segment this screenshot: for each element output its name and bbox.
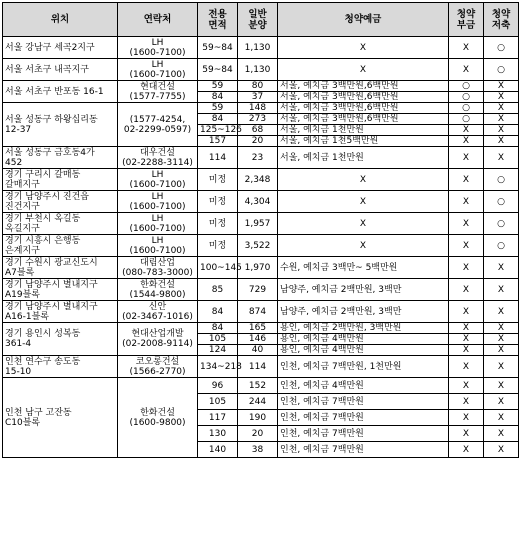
cell-location: 경기 부천시 옥길동 옥길지구 bbox=[3, 213, 118, 235]
cell-area: 105 bbox=[198, 334, 238, 345]
cell-deposit: 남양주, 예치금 2백만원, 3백만 bbox=[278, 301, 449, 323]
cell-supply: 114 bbox=[238, 356, 278, 378]
cell-location: 서울 강남구 세곡2지구 bbox=[3, 37, 118, 59]
cell-savings: X bbox=[484, 136, 519, 147]
table-row bbox=[3, 279, 519, 301]
cell-area: 125~126 bbox=[198, 125, 238, 136]
cell-savings: X bbox=[484, 114, 519, 125]
cell-savings: X bbox=[484, 81, 519, 92]
cell-savings: ○ bbox=[484, 59, 519, 81]
cell-contact: 한화건설 (1544-9800) bbox=[118, 279, 198, 301]
subscription-table bbox=[2, 2, 519, 458]
cell-contact: LH (1600-7100) bbox=[118, 37, 198, 59]
cell-area: 105 bbox=[198, 394, 238, 410]
cell-supply: 874 bbox=[238, 301, 278, 323]
cell-savings: X bbox=[484, 257, 519, 279]
cell-location: 서울 성동구 하왕십리동 12-37 bbox=[3, 103, 118, 147]
table-row bbox=[3, 213, 519, 235]
cell-installment: X bbox=[449, 125, 484, 136]
cell-area: 59 bbox=[198, 103, 238, 114]
cell-deposit: 인천, 예치금 7백만원 bbox=[278, 410, 449, 426]
cell-installment: X bbox=[449, 378, 484, 394]
cell-supply: 1,970 bbox=[238, 257, 278, 279]
cell-supply: 20 bbox=[238, 426, 278, 442]
col-header-location: 위치 bbox=[3, 3, 118, 37]
cell-supply: 1,957 bbox=[238, 213, 278, 235]
cell-location: 서울 서초구 내곡지구 bbox=[3, 59, 118, 81]
col-header-deposit: 청약예금 bbox=[278, 3, 449, 37]
cell-deposit: 인천, 예치금 7백만원 bbox=[278, 394, 449, 410]
cell-installment: ○ bbox=[449, 81, 484, 92]
cell-deposit: X bbox=[278, 59, 449, 81]
cell-contact: 신안 (02-3467-1016) bbox=[118, 301, 198, 323]
cell-savings: X bbox=[484, 103, 519, 114]
cell-deposit: 인천, 예치금 7백만원 bbox=[278, 442, 449, 458]
cell-deposit: 용인, 예치금 2백만원, 3백만원 bbox=[278, 323, 449, 334]
cell-area: 84 bbox=[198, 114, 238, 125]
cell-location: 경기 남양주시 별내지구 A16-1블록 bbox=[3, 301, 118, 323]
cell-area: 미정 bbox=[198, 169, 238, 191]
cell-deposit: 인천, 예치금 4백만원 bbox=[278, 378, 449, 394]
cell-supply: 80 bbox=[238, 81, 278, 92]
cell-deposit: 용인, 예치금 4백만원 bbox=[278, 334, 449, 345]
cell-area: 124 bbox=[198, 345, 238, 356]
cell-savings: ○ bbox=[484, 37, 519, 59]
cell-savings: X bbox=[484, 301, 519, 323]
cell-installment: X bbox=[449, 257, 484, 279]
table-row bbox=[3, 235, 519, 257]
cell-installment: X bbox=[449, 37, 484, 59]
cell-installment: ○ bbox=[449, 92, 484, 103]
cell-savings: X bbox=[484, 345, 519, 356]
cell-area: 84 bbox=[198, 323, 238, 334]
cell-deposit: X bbox=[278, 37, 449, 59]
table-row bbox=[3, 191, 519, 213]
cell-savings: X bbox=[484, 279, 519, 301]
cell-deposit: X bbox=[278, 191, 449, 213]
cell-location: 인천 남구 고잔동 C10블록 bbox=[3, 378, 118, 458]
col-header-installment: 청약 부금 bbox=[449, 3, 484, 37]
cell-savings: X bbox=[484, 410, 519, 426]
cell-installment: ○ bbox=[449, 114, 484, 125]
cell-installment: X bbox=[449, 169, 484, 191]
cell-savings: X bbox=[484, 323, 519, 334]
cell-location: 서울 서초구 반포동 16-1 bbox=[3, 81, 118, 103]
cell-deposit: 서울, 예치금 3백만원,6백만원 bbox=[278, 103, 449, 114]
cell-installment: X bbox=[449, 136, 484, 147]
cell-deposit: 서울, 예치금 1천5백만원 bbox=[278, 136, 449, 147]
cell-area: 117 bbox=[198, 410, 238, 426]
cell-supply: 146 bbox=[238, 334, 278, 345]
col-header-savings: 청약 저축 bbox=[484, 3, 519, 37]
cell-area: 96 bbox=[198, 378, 238, 394]
cell-contact: 코오롱건설 (1566-2770) bbox=[118, 356, 198, 378]
cell-contact: LH (1600-7100) bbox=[118, 213, 198, 235]
cell-supply: 165 bbox=[238, 323, 278, 334]
cell-supply: 190 bbox=[238, 410, 278, 426]
cell-supply: 1,130 bbox=[238, 59, 278, 81]
cell-savings: X bbox=[484, 92, 519, 103]
cell-supply: 273 bbox=[238, 114, 278, 125]
cell-savings: ○ bbox=[484, 191, 519, 213]
cell-deposit: X bbox=[278, 235, 449, 257]
cell-contact: 대림산업 (080-783-3000) bbox=[118, 257, 198, 279]
cell-installment: X bbox=[449, 442, 484, 458]
cell-supply: 4,304 bbox=[238, 191, 278, 213]
cell-installment: X bbox=[449, 345, 484, 356]
cell-savings: ○ bbox=[484, 213, 519, 235]
cell-supply: 1,130 bbox=[238, 37, 278, 59]
cell-installment: X bbox=[449, 426, 484, 442]
cell-deposit: 서울, 예치금 3백만원,6백만원 bbox=[278, 92, 449, 103]
cell-contact: LH (1600-7100) bbox=[118, 235, 198, 257]
cell-supply: 23 bbox=[238, 147, 278, 169]
col-header-supply: 일반 분양 bbox=[238, 3, 278, 37]
col-header-area: 전용 면적 bbox=[198, 3, 238, 37]
cell-supply: 148 bbox=[238, 103, 278, 114]
cell-area: 84 bbox=[198, 92, 238, 103]
cell-savings: X bbox=[484, 147, 519, 169]
cell-installment: X bbox=[449, 59, 484, 81]
cell-location: 경기 구리시 갈매동 갈매지구 bbox=[3, 169, 118, 191]
table-row bbox=[3, 356, 519, 378]
cell-area: 59 bbox=[198, 81, 238, 92]
cell-supply: 152 bbox=[238, 378, 278, 394]
cell-area: 84 bbox=[198, 301, 238, 323]
cell-supply: 2,348 bbox=[238, 169, 278, 191]
cell-supply: 3,522 bbox=[238, 235, 278, 257]
cell-contact: (1577-4254, 02-2299-0597) bbox=[118, 103, 198, 147]
cell-installment: X bbox=[449, 279, 484, 301]
cell-savings: X bbox=[484, 356, 519, 378]
cell-installment: X bbox=[449, 191, 484, 213]
cell-location: 인천 연수구 송도동 15-10 bbox=[3, 356, 118, 378]
cell-area: 미정 bbox=[198, 235, 238, 257]
cell-deposit: 서울, 예치금 3백만원,6백만원 bbox=[278, 81, 449, 92]
cell-deposit: 서울, 예치금 3백만원,6백만원 bbox=[278, 114, 449, 125]
cell-contact: 현대산업개발 (02-2008-9114) bbox=[118, 323, 198, 356]
cell-supply: 244 bbox=[238, 394, 278, 410]
cell-supply: 38 bbox=[238, 442, 278, 458]
cell-savings: ○ bbox=[484, 235, 519, 257]
cell-deposit: 용인, 예치금 4백만원 bbox=[278, 345, 449, 356]
cell-savings: X bbox=[484, 334, 519, 345]
cell-deposit: X bbox=[278, 169, 449, 191]
cell-area: 85 bbox=[198, 279, 238, 301]
cell-area: 미정 bbox=[198, 213, 238, 235]
cell-supply: 20 bbox=[238, 136, 278, 147]
cell-deposit: 남양주, 예치금 2백만원, 3백만 bbox=[278, 279, 449, 301]
cell-installment: X bbox=[449, 147, 484, 169]
cell-area: 157 bbox=[198, 136, 238, 147]
cell-supply: 729 bbox=[238, 279, 278, 301]
cell-contact: LH (1600-7100) bbox=[118, 59, 198, 81]
cell-deposit: 인천, 예치금 7백만원 bbox=[278, 426, 449, 442]
cell-location: 경기 용인시 성복동 361-4 bbox=[3, 323, 118, 356]
cell-installment: X bbox=[449, 301, 484, 323]
cell-contact: 현대건설 (1577-7755) bbox=[118, 81, 198, 103]
cell-deposit: 인천, 예치금 7백만원, 1천만원 bbox=[278, 356, 449, 378]
cell-area: 59~84 bbox=[198, 37, 238, 59]
cell-savings: ○ bbox=[484, 169, 519, 191]
cell-area: 59~84 bbox=[198, 59, 238, 81]
cell-area: 130 bbox=[198, 426, 238, 442]
cell-deposit: 서울, 예치금 1천만원 bbox=[278, 125, 449, 136]
cell-installment: X bbox=[449, 235, 484, 257]
table-row bbox=[3, 81, 519, 92]
table-row bbox=[3, 37, 519, 59]
table-row bbox=[3, 103, 519, 114]
cell-area: 114 bbox=[198, 147, 238, 169]
table-row bbox=[3, 257, 519, 279]
cell-location: 경기 남양주시 진건읍 진건지구 bbox=[3, 191, 118, 213]
cell-installment: X bbox=[449, 323, 484, 334]
cell-installment: X bbox=[449, 410, 484, 426]
table-row bbox=[3, 323, 519, 334]
cell-contact: LH (1600-7100) bbox=[118, 191, 198, 213]
cell-area: 134~218 bbox=[198, 356, 238, 378]
table-row bbox=[3, 378, 519, 394]
cell-savings: X bbox=[484, 125, 519, 136]
cell-location: 경기 수원시 광교신도시 A7블록 bbox=[3, 257, 118, 279]
header-row bbox=[3, 3, 519, 37]
cell-contact: 한화건설 (1600-9800) bbox=[118, 378, 198, 458]
cell-savings: X bbox=[484, 394, 519, 410]
cell-location: 경기 남양주시 별내지구 A19블록 bbox=[3, 279, 118, 301]
cell-savings: X bbox=[484, 378, 519, 394]
cell-installment: X bbox=[449, 394, 484, 410]
col-header-contact: 연락처 bbox=[118, 3, 198, 37]
cell-installment: ○ bbox=[449, 103, 484, 114]
cell-deposit: 수원, 예치금 3백만~ 5백만원 bbox=[278, 257, 449, 279]
cell-savings: X bbox=[484, 426, 519, 442]
cell-deposit: X bbox=[278, 213, 449, 235]
cell-contact: 대우건설 (02-2288-3114) bbox=[118, 147, 198, 169]
cell-installment: X bbox=[449, 213, 484, 235]
cell-area: 100~145 bbox=[198, 257, 238, 279]
cell-supply: 68 bbox=[238, 125, 278, 136]
cell-savings: X bbox=[484, 442, 519, 458]
table-row bbox=[3, 147, 519, 169]
cell-installment: X bbox=[449, 356, 484, 378]
cell-supply: 40 bbox=[238, 345, 278, 356]
cell-contact: LH (1600-7100) bbox=[118, 169, 198, 191]
cell-installment: X bbox=[449, 334, 484, 345]
table-row bbox=[3, 59, 519, 81]
cell-area: 140 bbox=[198, 442, 238, 458]
cell-area: 미정 bbox=[198, 191, 238, 213]
cell-location: 서울 성동구 금호동4가 452 bbox=[3, 147, 118, 169]
cell-supply: 37 bbox=[238, 92, 278, 103]
table-row bbox=[3, 169, 519, 191]
cell-location: 경기 시흥시 은행동 은계지구 bbox=[3, 235, 118, 257]
table-row bbox=[3, 301, 519, 323]
cell-deposit: 서울, 예치금 1천만원 bbox=[278, 147, 449, 169]
